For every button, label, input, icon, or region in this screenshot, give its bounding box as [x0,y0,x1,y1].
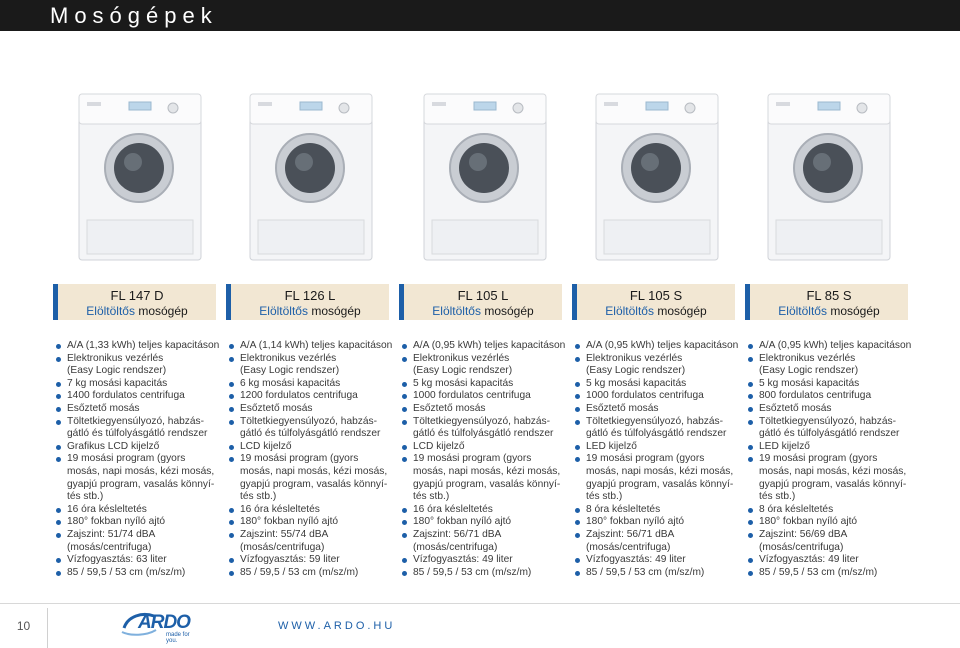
product-subtitle [750,304,908,318]
feature-item: gátló és túlfolyásgátló rendszer [240,428,381,440]
feature-item: mosás, napi mosás, kézi mosás, [759,465,907,477]
product-model: FL 105 L [457,288,509,303]
feature-item: Vízfogyasztás: 49 liter [747,554,917,567]
feature-item: 1200 fordulatos centrifuga [228,390,398,403]
product-subtitle [404,304,562,318]
product-subtitle-type: Elöltöltős [778,304,827,318]
feature-item: Zajszint: 56/71 dBA [574,529,744,542]
product-subtitle [58,304,216,318]
feature-item: 180° fokban nyíló ajtó [574,516,744,529]
feature-item: Zajszint: 55/74 dBA [228,529,398,542]
feature-item: Esőztető mosás [747,403,917,416]
feature-item: 1000 fordulatos centrifuga [401,390,571,403]
product-image [77,92,205,262]
washing-machine-illustration [248,92,376,262]
feature-item: Vízfogyasztás: 49 liter [401,554,571,567]
product-name-box [404,284,562,320]
ardo-logo [120,610,200,644]
feature-item: Elektronikus vezérlés [401,353,571,366]
feature-item: 1400 fordulatos centrifuga [55,390,225,403]
feature-item: gátló és túlfolyásgátló rendszer [586,428,727,440]
washing-machine-illustration [766,92,894,262]
product-model: FL 147 D [110,288,164,303]
feature-item: 16 óra késleltetés [228,504,398,517]
product-subtitle-category: mosógép [311,304,361,318]
product-model: FL 85 S [806,288,852,303]
feature-item: LCD kijelző [401,441,571,454]
washing-machine-illustration [594,92,722,262]
feature-item: A/A (0,95 kWh) teljes kapacitáson [574,340,744,353]
feature-item: tés stb.) [413,491,450,503]
feature-item: 6 kg mosási kapacitás [228,378,398,391]
website-link[interactable]: WWW.ARDO.HU [278,620,396,632]
feature-item: mosás, napi mosás, kézi mosás, [240,465,388,477]
feature-item: Töltetkiegyensúlyozó, habzás- [747,416,917,429]
feature-item: tés stb.) [67,491,104,503]
feature-list [228,340,398,579]
feature-item: (Easy Logic rendszer) [759,365,859,377]
feature-item: Esőztető mosás [401,403,571,416]
feature-item: A/A (1,33 kWh) teljes kapacitáson [55,340,225,353]
feature-item: LCD kijelző [228,441,398,454]
feature-item: 16 óra késleltetés [401,504,571,517]
product-subtitle-category: mosógép [657,304,707,318]
feature-item: LED kijelző [574,441,744,454]
feature-item: 180° fokban nyíló ajtó [228,516,398,529]
feature-item: Elektronikus vezérlés [574,353,744,366]
product-model: FL 105 S [629,288,683,303]
feature-item: tés stb.) [586,491,623,503]
feature-item: tés stb.) [759,491,796,503]
product-image [594,92,722,262]
washing-machine-illustration [77,92,205,262]
feature-item: Töltetkiegyensúlyozó, habzás- [401,416,571,429]
feature-item: Töltetkiegyensúlyozó, habzás- [574,416,744,429]
feature-item: Esőztető mosás [55,403,225,416]
product-subtitle-category: mosógép [484,304,534,318]
feature-item: (mosás/centrifuga) [240,541,325,553]
product-name-box [231,284,389,320]
product-image [766,92,894,262]
feature-item: 7 kg mosási kapacitás [55,378,225,391]
product-subtitle [231,304,389,318]
feature-item: (mosás/centrifuga) [67,541,152,553]
feature-item: 5 kg mosási kapacitás [574,378,744,391]
feature-item: gátló és túlfolyásgátló rendszer [759,428,900,440]
feature-item: 19 mosási program (gyors [747,453,917,466]
product-name-box [58,284,216,320]
feature-item: 85 / 59,5 / 53 cm (m/sz/m) [401,567,571,580]
feature-item: gyapjú program, vasalás könnyí- [240,478,388,490]
page-number: 10 [0,608,48,648]
feature-item: Zajszint: 56/71 dBA [401,529,571,542]
feature-item: 8 óra késleltetés [574,504,744,517]
product-image [422,92,550,262]
feature-item: tés stb.) [240,491,277,503]
ardo-logo-text: ARDO [138,612,190,633]
feature-item: Grafikus LCD kijelző [55,441,225,454]
feature-item: (mosás/centrifuga) [586,541,671,553]
feature-item: 85 / 59,5 / 53 cm (m/sz/m) [55,567,225,580]
feature-item: Elektronikus vezérlés [228,353,398,366]
product-subtitle-type: Elöltöltős [259,304,308,318]
feature-item: Zajszint: 51/74 dBA [55,529,225,542]
feature-item: 85 / 59,5 / 53 cm (m/sz/m) [574,567,744,580]
product-subtitle-category: mosógép [138,304,188,318]
feature-list [401,340,571,579]
washing-machine-illustration [422,92,550,262]
feature-item: mosás, napi mosás, kézi mosás, [67,465,215,477]
feature-list [574,340,744,579]
feature-item: 19 mosási program (gyors [55,453,225,466]
feature-item: Zajszint: 56/69 dBA [747,529,917,542]
feature-list [55,340,225,579]
product-subtitle-category: mosógép [830,304,880,318]
ardo-logo-tagline: made for you. [166,632,190,644]
feature-item: 8 óra késleltetés [747,504,917,517]
feature-item: (mosás/centrifuga) [413,541,498,553]
feature-item: gyapjú program, vasalás könnyí- [413,478,561,490]
feature-item: (Easy Logic rendszer) [413,365,513,377]
feature-item: (Easy Logic rendszer) [67,365,167,377]
product-subtitle-type: Elöltöltős [605,304,654,318]
feature-item: Vízfogyasztás: 59 liter [228,554,398,567]
product-name-box [750,284,908,320]
feature-item: Esőztető mosás [228,403,398,416]
feature-item: gyapjú program, vasalás könnyí- [67,478,215,490]
feature-item: Vízfogyasztás: 49 liter [574,554,744,567]
feature-item: 16 óra késleltetés [55,504,225,517]
feature-item: 85 / 59,5 / 53 cm (m/sz/m) [228,567,398,580]
feature-item: 19 mosási program (gyors [574,453,744,466]
product-image [248,92,376,262]
feature-item: 5 kg mosási kapacitás [401,378,571,391]
footer-divider [0,603,960,604]
product-name-box [577,284,735,320]
feature-item: 180° fokban nyíló ajtó [401,516,571,529]
feature-item: (Easy Logic rendszer) [240,365,340,377]
feature-item: Vízfogyasztás: 63 liter [55,554,225,567]
feature-item: A/A (0,95 kWh) teljes kapacitáson [401,340,571,353]
feature-item: 800 fordulatos centrifuga [747,390,917,403]
feature-item: 1000 fordulatos centrifuga [574,390,744,403]
feature-item: Töltetkiegyensúlyozó, habzás- [55,416,225,429]
feature-item: A/A (1,14 kWh) teljes kapacitáson [228,340,398,353]
product-subtitle [577,304,735,318]
feature-item: Elektronikus vezérlés [55,353,225,366]
feature-item: Töltetkiegyensúlyozó, habzás- [228,416,398,429]
product-subtitle-type: Elöltöltős [432,304,481,318]
feature-item: (Easy Logic rendszer) [586,365,686,377]
feature-item: gyapjú program, vasalás könnyí- [586,478,734,490]
feature-item: Elektronikus vezérlés [747,353,917,366]
feature-item: mosás, napi mosás, kézi mosás, [586,465,734,477]
feature-item: 85 / 59,5 / 53 cm (m/sz/m) [747,567,917,580]
feature-item: gátló és túlfolyásgátló rendszer [67,428,208,440]
feature-item: 180° fokban nyíló ajtó [747,516,917,529]
feature-item: A/A (0,95 kWh) teljes kapacitáson [747,340,917,353]
page-title: Mosógépek [50,3,218,28]
feature-item: mosás, napi mosás, kézi mosás, [413,465,561,477]
feature-item: LED kijelző [747,441,917,454]
feature-item: Esőztető mosás [574,403,744,416]
product-subtitle-type: Elöltöltős [86,304,135,318]
product-model: FL 126 L [284,288,336,303]
feature-item: gátló és túlfolyásgátló rendszer [413,428,554,440]
feature-item: 180° fokban nyíló ajtó [55,516,225,529]
feature-item: 19 mosási program (gyors [401,453,571,466]
page-header [0,0,960,31]
feature-list [747,340,917,579]
feature-item: (mosás/centrifuga) [759,541,844,553]
feature-item: 19 mosási program (gyors [228,453,398,466]
feature-item: 5 kg mosási kapacitás [747,378,917,391]
feature-item: gyapjú program, vasalás könnyí- [759,478,907,490]
